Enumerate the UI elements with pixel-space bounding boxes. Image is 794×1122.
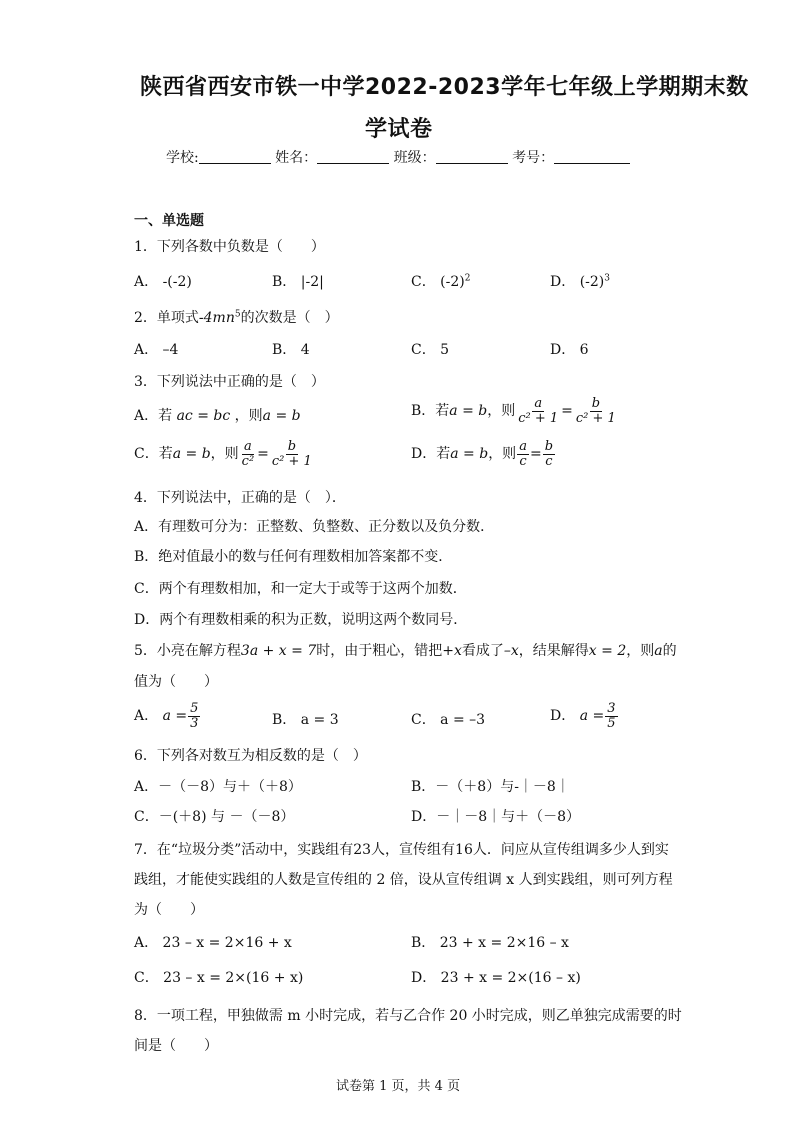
- q1-option-d: D． $(-2)^3$: [550, 273, 610, 290]
- q3-option-b: B．若a = b，则 $\frac{a}{\text{c² + 1}}$ = $\frac{b}{\text{c² + 1}}$: [411, 396, 616, 426]
- q6-option-b: B．－（＋8）与-｜－8｜: [411, 779, 570, 795]
- name-label: 姓名：: [275, 150, 318, 166]
- q3-option-c: C．若a = b，则 $\frac{a}{\text{c²}}$ = $\frac{b}{\text{c² + 1}}$: [134, 439, 312, 469]
- q7-option-a: A． 23 – x = 2×16 + x: [134, 935, 292, 951]
- paper-title-line1: 陕西省西安市铁一中学2022-2023学年七年级上学期期末数: [140, 75, 749, 100]
- q7-stem-line3: 为（ ）: [134, 902, 204, 918]
- class-blank[interactable]: [436, 149, 508, 164]
- q4-option-a: A．有理数可分为：正整数、负整数、正分数以及负分数．: [134, 519, 495, 535]
- student-info-row: [166, 147, 630, 167]
- q7-stem-line2: 践组，才能使实践组的人数是宣传组的 2 倍，设从宣传组调 x 人到实践组，则可列方程: [134, 872, 673, 888]
- q2-option-c: C． 5: [411, 342, 450, 358]
- q4-option-b: B．绝对值最小的数与任何有理数相加答案都不变．: [134, 549, 453, 565]
- class-label: 班级：: [393, 150, 436, 166]
- school-blank[interactable]: [199, 149, 271, 164]
- q4-stem: 4．下列说法中，正确的是（ ）．: [134, 490, 346, 506]
- q5-stem-line1: 5．小亮在解方程3a + x = 7时，由于粗心，错把+x看成了–x，结果解得x = 2，则a的: [134, 643, 677, 659]
- q3-option-a: A．若 ac = bc ，则a = b: [134, 408, 301, 424]
- q1-option-c: C． $(-2)^2$: [411, 273, 471, 290]
- q7-option-d: D． 23 + x = 2×(16 – x): [411, 970, 581, 986]
- number-blank[interactable]: [554, 149, 630, 164]
- q3-stem: 3．下列说法中正确的是（ ）: [134, 374, 325, 390]
- q1-option-a: A． -(-2): [134, 274, 192, 290]
- q2-option-b: B． 4: [272, 342, 310, 358]
- q6-option-c: C．－(＋8) 与 －（－8）: [134, 809, 295, 825]
- number-label: 考号：: [512, 150, 555, 166]
- q4-option-c: C．两个有理数相加，和一定大于或等于这两个加数．: [134, 581, 467, 597]
- q8-stem-line1: 8．一项工程，甲独做需 m 小时完成，若与乙合作 20 小时完成，则乙单独完成需要的时: [134, 1008, 682, 1024]
- q6-option-a: A．－（－8）与＋（＋8）: [134, 779, 302, 795]
- q7-stem-line1: 7．在“垃圾分类”活动中，实践组有23人，宣传组有16人．问应从宣传组调多少人到实: [134, 842, 669, 858]
- q5-option-a: A． a = $\frac{5}{3}$: [134, 701, 199, 731]
- q1-option-b: B． |-2|: [272, 274, 324, 290]
- paper-title-line2: 学试卷: [365, 117, 433, 142]
- page-footer: 试卷第 1 页，共 4 页: [336, 1079, 461, 1094]
- q7-option-c: C． 23 – x = 2×(16 + x): [134, 970, 304, 986]
- q5-stem-line2: 值为（ ）: [134, 674, 218, 690]
- section-heading: 一、单选题: [134, 213, 204, 229]
- q7-option-b: B． 23 + x = 2×16 – x: [411, 935, 569, 951]
- q5-option-d: D． a = $\frac{3}{5}$: [550, 701, 616, 731]
- q3-option-d: D．若a = b，则 $\frac{a}{c}$ = $\frac{b}{c}$: [411, 439, 554, 469]
- q5-option-c: C． a = –3: [411, 712, 486, 728]
- q8-stem-line2: 间是（ ）: [134, 1038, 218, 1054]
- name-blank[interactable]: [317, 149, 389, 164]
- school-label: 学校:: [166, 150, 199, 166]
- q6-option-d: D．－｜－8｜与＋（－8）: [411, 809, 581, 825]
- q2-option-d: D． 6: [550, 342, 589, 358]
- q5-option-b: B． a = 3: [272, 712, 339, 728]
- q2-option-a: A． –4: [134, 342, 179, 358]
- q1-stem: 1．下列各数中负数是（ ）: [134, 239, 325, 255]
- q4-option-d: D．两个有理数相乘的积为正数，说明这两个数同号．: [134, 612, 468, 628]
- q6-stem: 6．下列各对数互为相反数的是（ ）: [134, 748, 367, 764]
- q2-stem: 2．单项式$-4mn^5$的次数是（ ）: [134, 309, 339, 326]
